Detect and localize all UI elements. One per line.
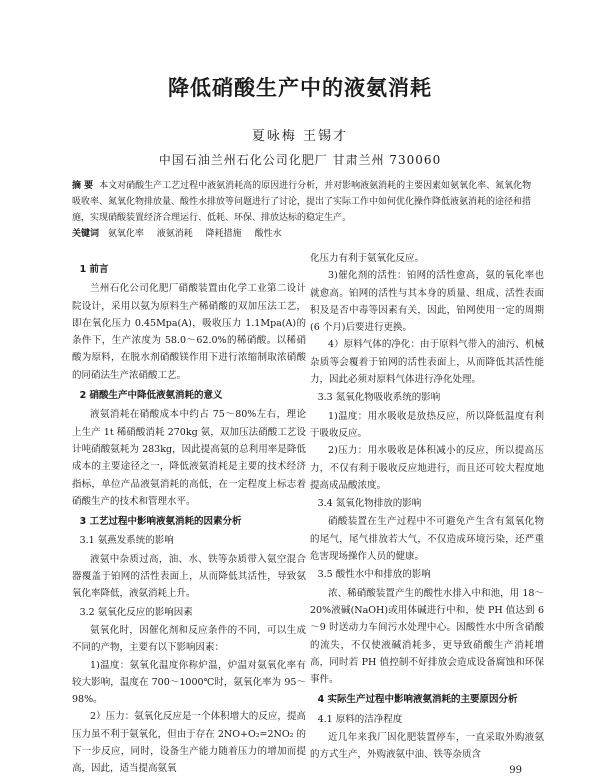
paragraph: 硝酸装置在生产过程中不可避免产生含有氮氧化物的尾气，尾气排放若大气，不仅造成环境污染，还严重危害现场操作人员的健康。 xyxy=(310,516,544,563)
paragraph: 2）压力：氨氧化反应是一个体积增大的反应，提高压力虽不利于氨氧化，但由于存在 2NO+O₂=2NO₂ 的下一步反应，同时，设备生产能力随着压力的增加而提高，因此，适当提高氨氧 xyxy=(72,711,306,775)
paper-title: 降低硝酸生产中的液氨消耗 xyxy=(168,76,432,100)
paragraph: 兰州石化公司化肥厂硝酸装置由化学工业第二设计院设计，采用以氨为原料生产稀硝酸的双加压法工艺，即在氧化压力 0.45Mpa(A)，吸收压力 1.1Mpa(A)的条件下，生产浓度为 58.0～62.0%的稀硝酸。以稀硝酸为原料，在脱水剂硝酸镁作用下进行浓缩制取浓硝酸的同硝法生产浓硝酸工艺。 xyxy=(72,283,306,381)
section-heading: 1 前言 xyxy=(79,264,109,275)
left-column xyxy=(72,258,306,778)
paragraph: 近几年来我厂因化肥装置停车，一直采取外购液氨的方式生产，外购液氨中油、铁等杂质含 xyxy=(310,732,544,761)
subsection-heading: 3.5 酸性水中和排放的影响 xyxy=(317,569,431,581)
paragraph: 1)温度：氨氧化温度你称炉温，炉温对氨氧化率有较大影响，温度在 700～1000℃时，氨氧化率为 95～98%。 xyxy=(72,659,306,706)
section-heading: 4 实际生产过程中影响液氨消耗的主要原因分析 xyxy=(317,694,518,706)
paragraph: 2)压力：用水吸收是体积减小的反应，所以提高压力，不仅有利于吸收反应地进行，而且还可较大程度地提高成品酸浓度。 xyxy=(310,445,544,491)
page-number: 99 xyxy=(509,765,522,776)
subsection-heading: 4.1 原料的洁净程度 xyxy=(317,713,403,725)
subsection-heading: 3.3 氮氧化物吸收系统的影响 xyxy=(317,392,441,404)
abstract-label: 摘 要 xyxy=(72,181,94,191)
keywords-label: 关键词 xyxy=(72,229,100,239)
subsection-heading: 3.1 氨燕发系统的影响 xyxy=(79,535,174,547)
keyword: 降耗措施 xyxy=(205,229,242,239)
abstract-text: 本文对硝酸生产工艺过程中液氨消耗高的原因进行分析，并对影响液氨消耗的主要因素如氨氧化率、氮氧化物吸收率、氮氧化物排放量、酸性水排放等问题进行了讨论，提出了实际工作中如何优化操作降低液氨消耗的途径和措施，实现硝酸装置经济合理运行、低耗、环保、排放达标的稳定生产。 xyxy=(72,181,532,223)
right-column xyxy=(310,250,544,764)
section-heading: 2 硝酸生产中降低液氨消耗的意义 xyxy=(79,390,223,402)
subsection-heading: 3.4 氮氧化物排放的影响 xyxy=(317,498,422,510)
paragraph: 液氨中杂质过高，油、水、铁等杂质带入氨空混合器覆盖于铂网的活性表面上，从而降低其活性，导致氨氧化率降低，液氨消耗上升。 xyxy=(72,553,306,600)
section-heading: 3 工艺过程中影响液氨消耗的因素分析 xyxy=(79,516,242,528)
paragraph: 4）原料气体的净化：由于原料气带入的油污、机械杂质等会覆着于铂网的活性表面上，从而降低其活性能力，因此必须对原料气体进行净化处理。 xyxy=(310,339,544,386)
keyword: 氨氧化率 xyxy=(107,229,144,239)
affiliation: 中国石油兰州石化公司化肥厂 甘肃兰州 730060 xyxy=(158,153,442,167)
authors: 夏咏梅 王锡才 xyxy=(251,129,349,144)
keyword: 酸性水 xyxy=(254,229,282,239)
paragraph: 3)催化剂的活性：铂网的活性愈高，氨的氧化率也就愈高。铂网的活性与其本身的质量、组成、活性表面积及是否中毒等因素有关，因此，铂网使用一定的周期(6 个月)后要进行更换。 xyxy=(310,270,544,334)
paragraph: 浓、稀硝酸装置产生的酸性水排入中和池，用 18～20%液碱(NaOH)或用体碱进行中和，使 PH 值达到 6～9 时送动力车间污水处理中心。因酸性水中所含硝酸的流失，不仅使液碱消耗多，更导致硝酸生产消耗增高，同时若 PH 值控制不好排放会造成设备腐蚀和环保事件。 xyxy=(310,587,544,686)
paragraph: 氨氧化时，因催化剂和反应条件的不同，可以生成不同的产物，主要有以下影响因素： xyxy=(72,624,306,654)
keyword: 液氨消耗 xyxy=(156,229,193,239)
paragraph: 1)温度：用水吸收是放热反应，所以降低温度有利于吸收反应。 xyxy=(310,410,544,439)
abstract xyxy=(72,178,538,226)
subsection-heading: 3.2 氨氧化反应的影响因素 xyxy=(79,606,193,618)
keywords xyxy=(72,226,538,239)
paragraph: 化压力有利于氨氧化反应。 xyxy=(310,253,425,264)
paragraph: 液氨消耗在硝酸成本中约占 75～80%左右，理论上生产 1t 稀硝酸消耗 270kg 氨，双加压法硝酸工艺设计吨硝酸氨耗为 283kg，因此提高氨的总利用率是降低成本的主要途径之一，降低液氨消耗是主要的技术经济指标，单位产品液氨消耗的高低，在一定程度上标志着硝酸生产的技术和管理水平。 xyxy=(72,409,306,507)
